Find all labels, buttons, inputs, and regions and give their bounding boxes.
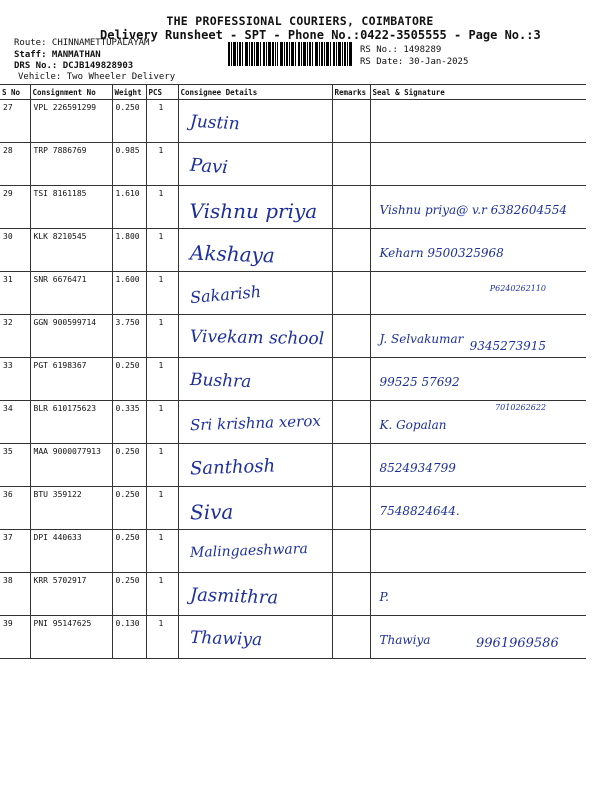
row-pcs: 1 xyxy=(146,186,178,229)
row-sno: 36 xyxy=(0,487,30,530)
handwritten-seal-signature: P. xyxy=(379,590,389,604)
row-sno: 28 xyxy=(0,143,30,186)
row-remarks xyxy=(332,358,370,401)
row-sno: 33 xyxy=(0,358,30,401)
row-consignment-no: TRP 7886769 xyxy=(30,143,112,186)
handwritten-seal-extra: 9345273915 xyxy=(469,339,546,353)
drs-number: DRS No.: DCJB149828903 xyxy=(14,61,134,71)
handwritten-seal-signature: 8524934799 xyxy=(379,461,456,475)
table-row xyxy=(0,272,586,315)
row-weight: 0.250 xyxy=(112,487,146,530)
handwritten-seal-signature: 7548824644. xyxy=(379,504,460,518)
row-sno: 32 xyxy=(0,315,30,358)
rs-date: RS Date: 30-Jan-2025 xyxy=(360,57,469,67)
table-row xyxy=(0,358,586,401)
row-weight: 0.250 xyxy=(112,573,146,616)
row-weight: 1.610 xyxy=(112,186,146,229)
row-weight: 0.250 xyxy=(112,530,146,573)
row-consignment-no: BTU 359122 xyxy=(30,487,112,530)
handwritten-consignee-name: Malingaeshwara xyxy=(189,540,308,562)
handwritten-seal-signature: Thawiya xyxy=(379,633,431,647)
table-row xyxy=(0,315,586,358)
row-weight: 3.750 xyxy=(112,315,146,358)
handwritten-consignee-name: Pavi xyxy=(188,154,229,179)
handwritten-seal-extra: 7010262622 xyxy=(495,403,546,412)
row-remarks xyxy=(332,573,370,616)
row-consignee-signature xyxy=(178,444,332,487)
row-consignee-signature xyxy=(178,358,332,401)
handwritten-consignee-name: Sri krishna xerox xyxy=(189,411,321,435)
row-pcs: 1 xyxy=(146,100,178,143)
row-consignment-no: MAA 9000077913 xyxy=(30,444,112,487)
signature-phone-overflow: 9961969586 xyxy=(476,636,559,651)
row-remarks xyxy=(332,100,370,143)
table-row xyxy=(0,530,586,573)
table-row xyxy=(0,401,586,444)
row-remarks xyxy=(332,401,370,444)
row-remarks xyxy=(332,444,370,487)
row-seal-signature xyxy=(370,530,586,573)
company-name: THE PROFESSIONAL COURIERS, COIMBATORE xyxy=(166,14,434,28)
row-seal-signature xyxy=(370,315,586,358)
handwritten-seal-signature: Vishnu priya@ v.r 6382604554 xyxy=(379,203,568,217)
table-row xyxy=(0,186,586,229)
table-row xyxy=(0,573,586,616)
row-pcs: 1 xyxy=(146,487,178,530)
route-label: Route: CHINNAMETTUPALAYAM xyxy=(14,38,150,48)
staff-label: Staff: MANMATHAN xyxy=(14,50,101,60)
table-row xyxy=(0,229,586,272)
handwritten-seal-signature: 99525 57692 xyxy=(379,375,460,389)
row-weight: 0.130 xyxy=(112,616,146,659)
row-remarks xyxy=(332,616,370,659)
row-weight: 1.600 xyxy=(112,272,146,315)
row-seal-signature xyxy=(370,186,586,229)
row-seal-signature xyxy=(370,272,586,315)
row-remarks xyxy=(332,315,370,358)
col-header-consignment: Consignment No xyxy=(30,85,112,100)
row-weight: 0.985 xyxy=(112,143,146,186)
row-pcs: 1 xyxy=(146,315,178,358)
row-consignee-signature xyxy=(178,573,332,616)
row-consignment-no: SNR 6676471 xyxy=(30,272,112,315)
table-header-row xyxy=(0,85,586,100)
handwritten-consignee-name: Jasmithra xyxy=(189,584,279,609)
row-consignee-signature xyxy=(178,315,332,358)
row-pcs: 1 xyxy=(146,229,178,272)
row-remarks xyxy=(332,530,370,573)
col-header-remarks: Remarks xyxy=(332,85,370,100)
row-pcs: 1 xyxy=(146,573,178,616)
row-seal-signature xyxy=(370,229,586,272)
handwritten-seal-extra: P6240262110 xyxy=(489,284,546,293)
row-weight: 0.250 xyxy=(112,100,146,143)
row-seal-signature xyxy=(370,573,586,616)
col-header-seal: Seal & Signature xyxy=(370,85,586,100)
vehicle-label: Vehicle: Two Wheeler Delivery xyxy=(18,72,176,82)
row-pcs: 1 xyxy=(146,272,178,315)
handwritten-consignee-name: Bushra xyxy=(189,369,252,393)
row-consignment-no: GGN 900599714 xyxy=(30,315,112,358)
col-header-pcs: PCS xyxy=(146,85,178,100)
handwritten-seal-signature: K. Gopalan xyxy=(379,418,447,432)
row-consignment-no: TSI 8161185 xyxy=(30,186,112,229)
row-pcs: 1 xyxy=(146,143,178,186)
handwritten-consignee-name: Vishnu priya xyxy=(189,199,318,223)
row-seal-signature xyxy=(370,401,586,444)
row-remarks xyxy=(332,186,370,229)
handwritten-consignee-name: Santhosh xyxy=(189,455,275,480)
col-header-consignee: Consignee Details xyxy=(178,85,332,100)
row-sno: 29 xyxy=(0,186,30,229)
row-consignment-no: PGT 6198367 xyxy=(30,358,112,401)
row-seal-signature xyxy=(370,143,586,186)
row-remarks xyxy=(332,143,370,186)
handwritten-seal-signature: J. Selvakumar xyxy=(379,332,464,346)
row-sno: 39 xyxy=(0,616,30,659)
row-consignee-signature xyxy=(178,229,332,272)
row-seal-signature xyxy=(370,358,586,401)
handwritten-consignee-name: Sakarish xyxy=(188,281,262,308)
row-consignee-signature xyxy=(178,272,332,315)
row-consignment-no: KLK 8210545 xyxy=(30,229,112,272)
row-consignment-no: BLR 610175623 xyxy=(30,401,112,444)
row-pcs: 1 xyxy=(146,358,178,401)
col-header-sno: S No xyxy=(0,85,30,100)
row-pcs: 1 xyxy=(146,616,178,659)
row-seal-signature xyxy=(370,487,586,530)
row-sno: 30 xyxy=(0,229,30,272)
handwritten-consignee-name: Thawiya xyxy=(189,627,262,651)
row-sno: 37 xyxy=(0,530,30,573)
row-weight: 0.250 xyxy=(112,358,146,401)
handwritten-consignee-name: Akshaya xyxy=(189,240,275,268)
row-sno: 34 xyxy=(0,401,30,444)
row-seal-signature xyxy=(370,444,586,487)
row-consignee-signature xyxy=(178,401,332,444)
row-consignee-signature xyxy=(178,186,332,229)
row-consignment-no: KRR 5702917 xyxy=(30,573,112,616)
rs-number: RS No.: 1498289 xyxy=(360,45,442,55)
row-sno: 31 xyxy=(0,272,30,315)
row-weight: 0.335 xyxy=(112,401,146,444)
row-consignee-signature xyxy=(178,616,332,659)
row-weight: 1.800 xyxy=(112,229,146,272)
row-consignment-no: DPI 440633 xyxy=(30,530,112,573)
row-sno: 38 xyxy=(0,573,30,616)
row-consignee-signature xyxy=(178,530,332,573)
handwritten-consignee-name: Justin xyxy=(189,111,240,135)
row-sno: 35 xyxy=(0,444,30,487)
table-row xyxy=(0,487,586,530)
row-remarks xyxy=(332,272,370,315)
row-consignment-no: VPL 226591299 xyxy=(30,100,112,143)
row-consignee-signature xyxy=(178,143,332,186)
table-row xyxy=(0,143,586,186)
row-pcs: 1 xyxy=(146,444,178,487)
handwritten-consignee-name: Vivekam school xyxy=(189,326,324,350)
barcode-image xyxy=(228,42,352,66)
row-pcs: 1 xyxy=(146,530,178,573)
row-seal-signature xyxy=(370,100,586,143)
row-remarks xyxy=(332,487,370,530)
runsheet-title: Delivery Runsheet - SPT - Phone No.:0422-3505555 - Page No.:3 xyxy=(100,28,541,42)
handwritten-consignee-name: Siva xyxy=(189,499,234,525)
table-row xyxy=(0,100,586,143)
row-weight: 0.250 xyxy=(112,444,146,487)
handwritten-seal-signature: Keharn 9500325968 xyxy=(379,246,504,260)
runsheet-table xyxy=(0,84,586,659)
row-consignee-signature xyxy=(178,100,332,143)
table-row xyxy=(0,444,586,487)
col-header-weight: Weight xyxy=(112,85,146,100)
row-sno: 27 xyxy=(0,100,30,143)
row-consignment-no: PNI 95147625 xyxy=(30,616,112,659)
row-remarks xyxy=(332,229,370,272)
row-consignee-signature xyxy=(178,487,332,530)
row-pcs: 1 xyxy=(146,401,178,444)
